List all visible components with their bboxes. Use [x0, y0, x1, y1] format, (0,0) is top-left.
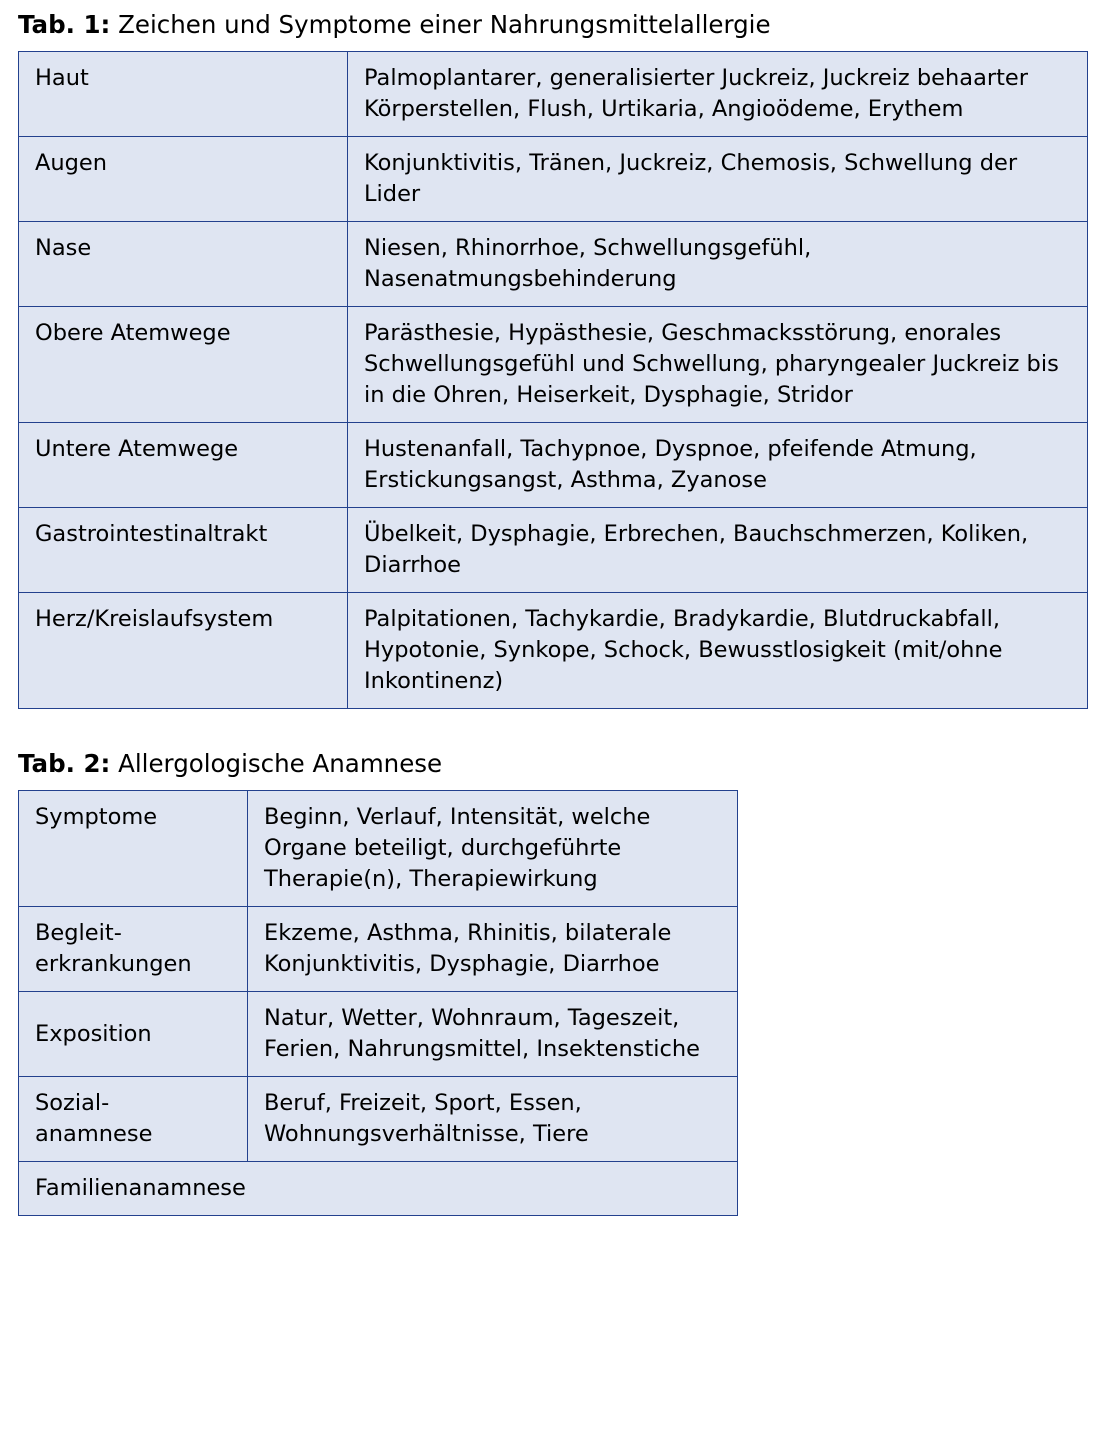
table-1-category: Obere Atemwege — [19, 306, 348, 422]
table-2-description: Ekzeme, Asthma, Rhinitis, bilaterale Konjunktivitis, Dysphagie, Diarrhoe — [248, 907, 738, 992]
table-1-block — [14, 10, 1086, 709]
table-2-description: Beruf, Freizeit, Sport, Essen, Wohnungsverhältnisse, Tiere — [248, 1077, 738, 1162]
table-1-caption-text: Zeichen und Symptome einer Nahrungsmittelallergie — [118, 10, 771, 39]
table-1-description: Palpitationen, Tachykardie, Bradykardie, Blutdruckabfall, Hypotonie, Synkope, Schock, Bewusstlosigkeit (mit/ohne Inkontinenz) — [348, 593, 1088, 709]
table-2-category: Exposition — [19, 992, 248, 1077]
table-2-block — [14, 749, 1086, 1216]
table-row — [19, 907, 738, 992]
table-1-category: Untere Atemwege — [19, 423, 348, 508]
table-2 — [18, 790, 738, 1216]
table-2-description: Natur, Wetter, Wohnraum, Tageszeit, Ferien, Nahrungsmittel, Insektenstiche — [248, 992, 738, 1077]
table-row — [19, 306, 1088, 422]
table-2-caption-text: Allergologische Anamnese — [118, 749, 443, 779]
table-1-category: Gastrointestinaltrakt — [19, 508, 348, 593]
table-row — [19, 791, 738, 907]
table-1-category: Haut — [19, 51, 348, 136]
table-2-caption — [18, 749, 1086, 780]
table-1-category: Augen — [19, 136, 348, 221]
table-1-category: Nase — [19, 221, 348, 306]
table-row — [19, 423, 1088, 508]
table-row — [19, 508, 1088, 593]
table-2-description: Beginn, Verlauf, Intensität, welche Organe beteiligt, durchgeführte Therapie(n), Therapiewirkung — [248, 791, 738, 907]
table-row — [19, 1162, 738, 1216]
table-row — [19, 992, 738, 1077]
table-1 — [18, 51, 1088, 710]
table-1-description: Hustenanfall, Tachypnoe, Dyspnoe, pfeifende Atmung, Erstickungsangst, Asthma, Zyanose — [348, 423, 1088, 508]
table-1-description: Niesen, Rhinorrhoe, Schwellungsgefühl, Nasenatmungsbehinderung — [348, 221, 1088, 306]
table-1-category: Herz/Kreislaufsystem — [35, 606, 274, 633]
table-2-last-row: Familienanamnese — [35, 1175, 246, 1202]
table-2-caption-label: Tab. 2: — [18, 749, 111, 779]
table-row — [19, 136, 1088, 221]
table-row — [19, 221, 1088, 306]
table-row — [19, 51, 1088, 136]
table-1-caption — [18, 10, 1086, 41]
table-2-category: Begleit- erkrankungen — [19, 907, 248, 992]
table-row — [19, 593, 1088, 709]
table-2-category: Symptome — [19, 791, 248, 907]
table-1-description: Übelkeit, Dysphagie, Erbrechen, Bauchschmerzen, Koliken, Diarrhoe — [348, 508, 1088, 593]
table-1-caption-label: Tab. 1: — [18, 10, 111, 39]
table-1-description: Parästhesie, Hypästhesie, Geschmacksstörung, enorales Schwellungsgefühl und Schwellung, pharyngealer Juckreiz bis in die Ohren, Heiserkeit, Dysphagie, Stridor — [348, 306, 1088, 422]
table-row — [19, 1077, 738, 1162]
table-1-description: Palmoplantarer, generalisierter Juckreiz, Juckreiz behaarter Körperstellen, Flush, Urtikaria, Angioödeme, Erythem — [348, 51, 1088, 136]
table-1-description: Konjunktivitis, Tränen, Juckreiz, Chemosis, Schwellung der Lider — [348, 136, 1088, 221]
table-2-category: Sozial- anamnese — [19, 1077, 248, 1162]
